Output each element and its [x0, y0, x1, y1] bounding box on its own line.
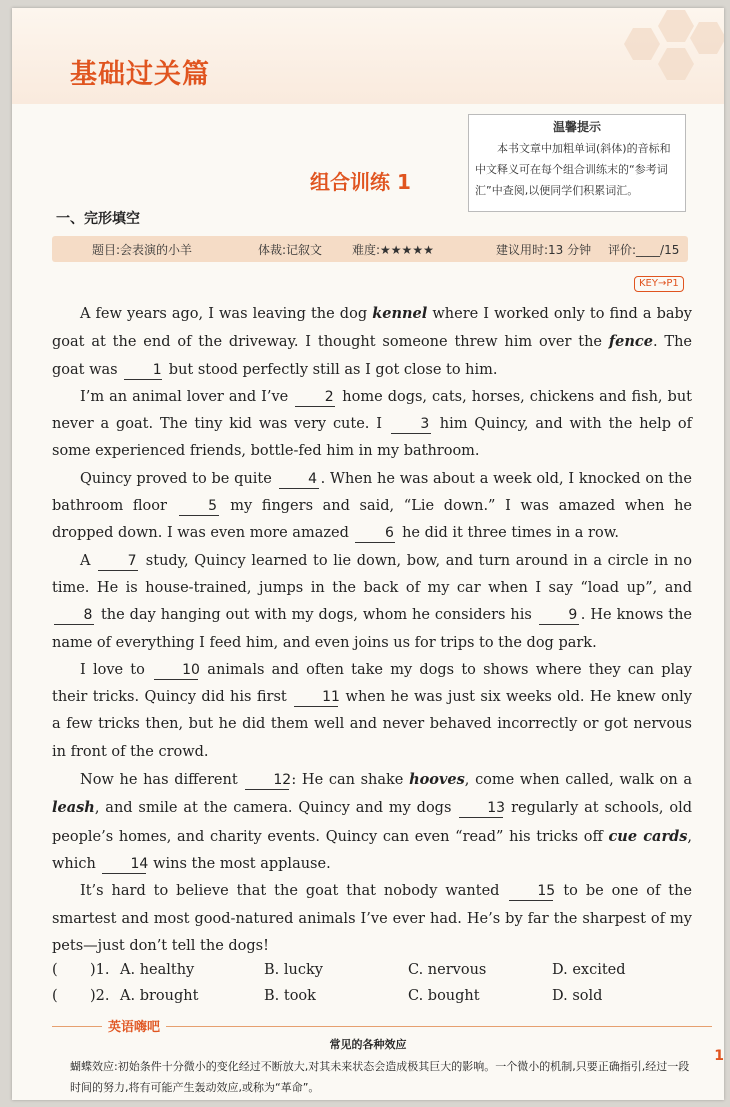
set-title: 组合训练 1 — [310, 170, 411, 194]
answer-blank[interactable]: 11 — [294, 688, 338, 707]
paragraph: A few years ago, I was leaving the dog kennel where I worked only to find a baby goat at the end of the driveway. I thought someone threw him over the fence. The goat was 1 but stood perfectly still as I got close to him. — [52, 305, 692, 378]
paragraph: I’m an animal lover and I’ve 2 home dogs, cats, horses, chickens and fish, but never a goat. The tiny kid was very cute. I 3 him Quincy, and with the help of some experienced friends, bottle-fed him in my bathroom. — [52, 388, 692, 460]
option-b[interactable]: B. lucky — [264, 962, 323, 978]
option-a[interactable]: A. healthy — [120, 962, 195, 978]
answer-blank[interactable]: 13 — [459, 799, 503, 818]
answer-paren[interactable]: ( — [52, 988, 58, 1004]
section-title: 基础过关篇 — [70, 59, 210, 90]
answer-blank[interactable]: 7 — [98, 552, 138, 571]
hexagon-decoration — [658, 48, 694, 80]
hexagon-decoration — [658, 10, 694, 42]
part-title: 一、完形填空 — [56, 211, 140, 227]
question-number: )1. — [90, 962, 110, 978]
tip-title: 温馨提示 — [552, 120, 601, 134]
answer-blank[interactable]: 5 — [179, 497, 219, 516]
answer-blank[interactable]: 15 — [509, 882, 553, 901]
bold-word: hooves — [409, 771, 465, 789]
info-bar — [52, 236, 688, 262]
answer-blank[interactable]: 14 — [102, 855, 146, 874]
info-topic: 题目:会表演的小羊 — [92, 243, 193, 257]
page-number: 1 — [714, 1048, 724, 1064]
workbook-page — [12, 8, 724, 1100]
hexagon-decoration — [690, 22, 724, 54]
option-a[interactable]: A. brought — [120, 988, 199, 1004]
tip-body: 本书文章中加粗单词(斜体)的音标和中文释义可在每个组合训练末的“参考词汇”中查阅,以便同学们积累词汇。 — [475, 142, 671, 197]
footer-title: 常见的各种效应 — [329, 1038, 407, 1051]
option-b[interactable]: B. took — [264, 988, 316, 1004]
question-row — [52, 962, 692, 986]
paragraph: A 7 study, Quincy learned to lie down, bow, and turn around in a circle in no time. He is house-trained, jumps in the back of my car when I say “load up”, and 8 the day hanging out with my dogs, whom he considers his 9 . He knows the name of everything I feed him, and even joins us for trips to the dog park. — [52, 552, 692, 651]
tip-box — [468, 114, 686, 212]
paragraph: I love to 10 animals and often take my dogs to shows where they can play their tricks. Quincy did his first 11 when he was just six weeks old. He knew only a few tricks then, but he did them well and never behaved incorrectly or got nervous in front of the crowd. — [52, 661, 692, 760]
hexagon-decoration — [624, 28, 660, 60]
paragraph: Now he has different 12: He can shake hooves, come when called, walk on a leash, and smile at the camera. Quincy and my dogs 13 regularly at schools, old people’s homes, and charity events. Quincy can even “read” his tricks off cue cards, which 14 wins the most applause. — [52, 771, 693, 872]
cloze-passage — [52, 300, 692, 960]
info-time: 建议用时:13 分钟 — [496, 243, 592, 257]
question-number: )2. — [90, 988, 110, 1004]
footer-tag: 英语嗨吧 — [102, 1016, 166, 1035]
answer-blank[interactable]: 2 — [295, 388, 335, 407]
question-row — [52, 988, 692, 1012]
option-d[interactable]: D. sold — [552, 988, 603, 1004]
paragraph: It’s hard to believe that the goat that nobody wanted 15 to be one of the smartest and most good-natured animals I’ve ever had. He’s by far the sharpest of my pets—just don’t tell the dogs! — [52, 883, 692, 954]
option-c[interactable]: C. nervous — [408, 962, 487, 978]
info-difficulty: 难度:★★★★★ — [352, 243, 434, 257]
bold-word: leash — [52, 799, 95, 817]
answer-blank[interactable]: 8 — [54, 606, 94, 625]
answer-blank[interactable]: 1 — [124, 361, 162, 380]
answer-blank[interactable]: 6 — [355, 524, 395, 543]
bold-word: fence — [608, 333, 653, 351]
bold-word: cue cards — [608, 827, 688, 845]
answer-blank[interactable]: 9 — [539, 606, 579, 625]
answer-blank[interactable]: 10 — [154, 661, 198, 680]
answer-blank[interactable]: 12 — [245, 771, 289, 790]
info-score: 评价:____/15 — [608, 243, 680, 257]
option-d[interactable]: D. excited — [552, 962, 626, 978]
info-genre: 体裁:记叙文 — [258, 243, 323, 257]
bold-word: kennel — [372, 305, 428, 322]
option-c[interactable]: C. bought — [408, 988, 480, 1004]
answer-key-badge[interactable]: KEY→P1 — [634, 276, 684, 292]
answer-paren[interactable]: ( — [52, 962, 58, 978]
answer-blank[interactable]: 4 — [279, 470, 319, 489]
footer-body: 蝴蝶效应:初始条件十分微小的变化经过不断放大,对其未来状态会造成极其巨大的影响。一个微小的机制,只要正确指引,经过一段时间的努力,将有可能产生轰动效应,或称为“革命”。 — [70, 1060, 690, 1094]
paragraph: Quincy proved to be quite 4 . When he was about a week old, I knocked on the bathroom floor 5 my fingers and said, “Lie down.” I was amazed when he dropped down. I was even more amazed 6 he did it three times in a row. — [52, 470, 692, 542]
answer-blank[interactable]: 3 — [391, 415, 431, 434]
